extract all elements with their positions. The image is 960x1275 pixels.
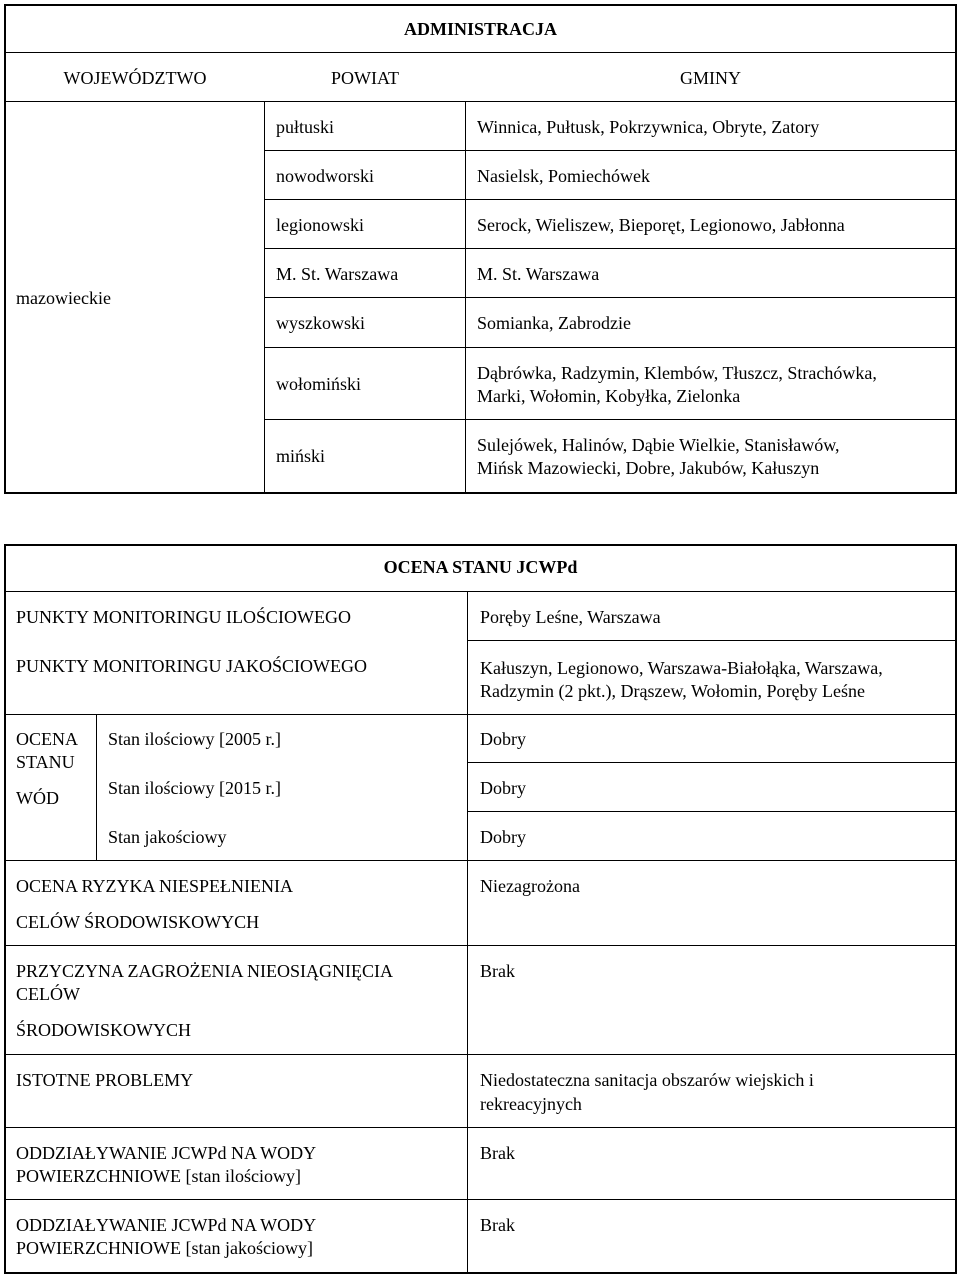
- punkty-jakosciowe-value-line1: Kałuszyn, Legionowo, Warszawa-Białołąka, Warszawa,: [480, 658, 883, 678]
- wojewodztwo-cell: mazowieckie: [16, 288, 111, 308]
- problemy-value-line1: Niedostateczna sanitacja obszarów wiejskich i: [480, 1070, 814, 1090]
- stan-ilosciowy-2015-value: Dobry: [480, 778, 526, 798]
- header-gminy: GMINY: [680, 68, 741, 88]
- przyczyna-value: Brak: [480, 961, 515, 981]
- przyczyna-label-line2: CELÓW: [16, 984, 80, 1004]
- gminy-pultuski: Winnica, Pułtusk, Pokrzywnica, Obryte, Zatory: [477, 117, 820, 137]
- problemy-label: ISTOTNE PROBLEMY: [16, 1070, 194, 1090]
- oddz-jakosc-label-line2: POWIERZCHNIOWE [stan jakościowy]: [16, 1238, 313, 1258]
- divider: [5, 1054, 956, 1055]
- divider: [5, 1127, 956, 1128]
- oddz-ilosc-value: Brak: [480, 1143, 515, 1163]
- divider: [5, 591, 956, 592]
- oddz-ilosc-label-line1: ODDZIAŁYWANIE JCWPd NA WODY: [16, 1143, 317, 1163]
- gminy-minski-line1: Sulejówek, Halinów, Dąbie Wielkie, Stanisławów,: [477, 435, 840, 455]
- divider: [96, 714, 97, 860]
- divider: [5, 1199, 956, 1200]
- divider: [5, 714, 956, 715]
- header-powiat: POWIAT: [331, 68, 399, 88]
- ryzyko-label-line2: CELÓW ŚRODOWISKOWYCH: [16, 912, 260, 932]
- oddz-jakosc-value: Brak: [480, 1215, 515, 1235]
- stan-ilosciowy-2015-label: Stan ilościowy [2015 r.]: [108, 778, 281, 798]
- powiat-wolominski: wołomiński: [276, 374, 362, 394]
- divider: [265, 297, 956, 298]
- divider: [468, 640, 956, 641]
- divider: [265, 347, 956, 348]
- gminy-nowodworski: Nasielsk, Pomiechówek: [477, 166, 650, 186]
- stan-jakosciowy-label: Stan jakościowy: [108, 827, 227, 847]
- przyczyna-label-line3: ŚRODOWISKOWYCH: [16, 1020, 191, 1040]
- stan-wod-label-line2: STANU: [16, 752, 75, 772]
- ryzyko-label-line1: OCENA RYZYKA NIESPEŁNIENIA: [16, 876, 293, 896]
- powiat-legionowski: legionowski: [276, 215, 364, 235]
- divider: [467, 591, 468, 1273]
- gminy-warszawa: M. St. Warszawa: [477, 264, 600, 284]
- divider: [5, 52, 956, 53]
- powiat-wyszkowski: wyszkowski: [276, 313, 365, 333]
- divider: [265, 150, 956, 151]
- stan-wod-label-line3: WÓD: [16, 788, 59, 808]
- gminy-wolominski-line1: Dąbrówka, Radzymin, Klembów, Tłuszcz, Strachówka,: [477, 363, 877, 383]
- ryzyko-value: Niezagrożona: [480, 876, 580, 896]
- divider: [5, 860, 956, 861]
- divider: [265, 419, 956, 420]
- ocena-title: OCENA STANU JCWPd: [383, 557, 578, 577]
- problemy-value-line2: rekreacyjnych: [480, 1094, 582, 1114]
- divider: [468, 762, 956, 763]
- divider: [265, 248, 956, 249]
- przyczyna-label-line1: PRZYCZYNA ZAGROŻENIA NIEOSIĄGNIĘCIA: [16, 961, 393, 981]
- oddz-jakosc-label-line1: ODDZIAŁYWANIE JCWPd NA WODY: [16, 1215, 317, 1235]
- powiat-warszawa: M. St. Warszawa: [276, 264, 399, 284]
- gminy-minski-line2: Mińsk Mazowiecki, Dobre, Jakubów, Kałuszyn: [477, 458, 820, 478]
- punkty-ilosciowe-label: PUNKTY MONITORINGU ILOŚCIOWEGO: [16, 607, 351, 627]
- divider: [5, 101, 956, 102]
- stan-ilosciowy-2005-label: Stan ilościowy [2005 r.]: [108, 729, 281, 749]
- gminy-wyszkowski: Somianka, Zabrodzie: [477, 313, 631, 333]
- punkty-jakosciowe-label: PUNKTY MONITORINGU JAKOŚCIOWEGO: [16, 656, 367, 676]
- stan-ilosciowy-2005-value: Dobry: [480, 729, 526, 749]
- header-wojewodztwo: WOJEWÓDZTWO: [63, 68, 207, 88]
- divider: [5, 945, 956, 946]
- powiat-pultuski: pułtuski: [276, 117, 335, 137]
- powiat-nowodworski: nowodworski: [276, 166, 374, 186]
- punkty-ilosciowe-value: Poręby Leśne, Warszawa: [480, 607, 661, 627]
- stan-wod-label-line1: OCENA: [16, 729, 78, 749]
- divider: [265, 199, 956, 200]
- oddz-ilosc-label-line2: POWIERZCHNIOWE [stan ilościowy]: [16, 1166, 301, 1186]
- admin-title: ADMINISTRACJA: [403, 19, 557, 39]
- gminy-legionowski: Serock, Wieliszew, Bieporęt, Legionowo, Jabłonna: [477, 215, 845, 235]
- gminy-wolominski-line2: Marki, Wołomin, Kobyłka, Zielonka: [477, 386, 741, 406]
- stan-jakosciowy-value: Dobry: [480, 827, 526, 847]
- divider: [468, 811, 956, 812]
- powiat-minski: miński: [276, 446, 326, 466]
- punkty-jakosciowe-value-line2: Radzymin (2 pkt.), Drąszew, Wołomin, Poręby Leśne: [480, 681, 865, 701]
